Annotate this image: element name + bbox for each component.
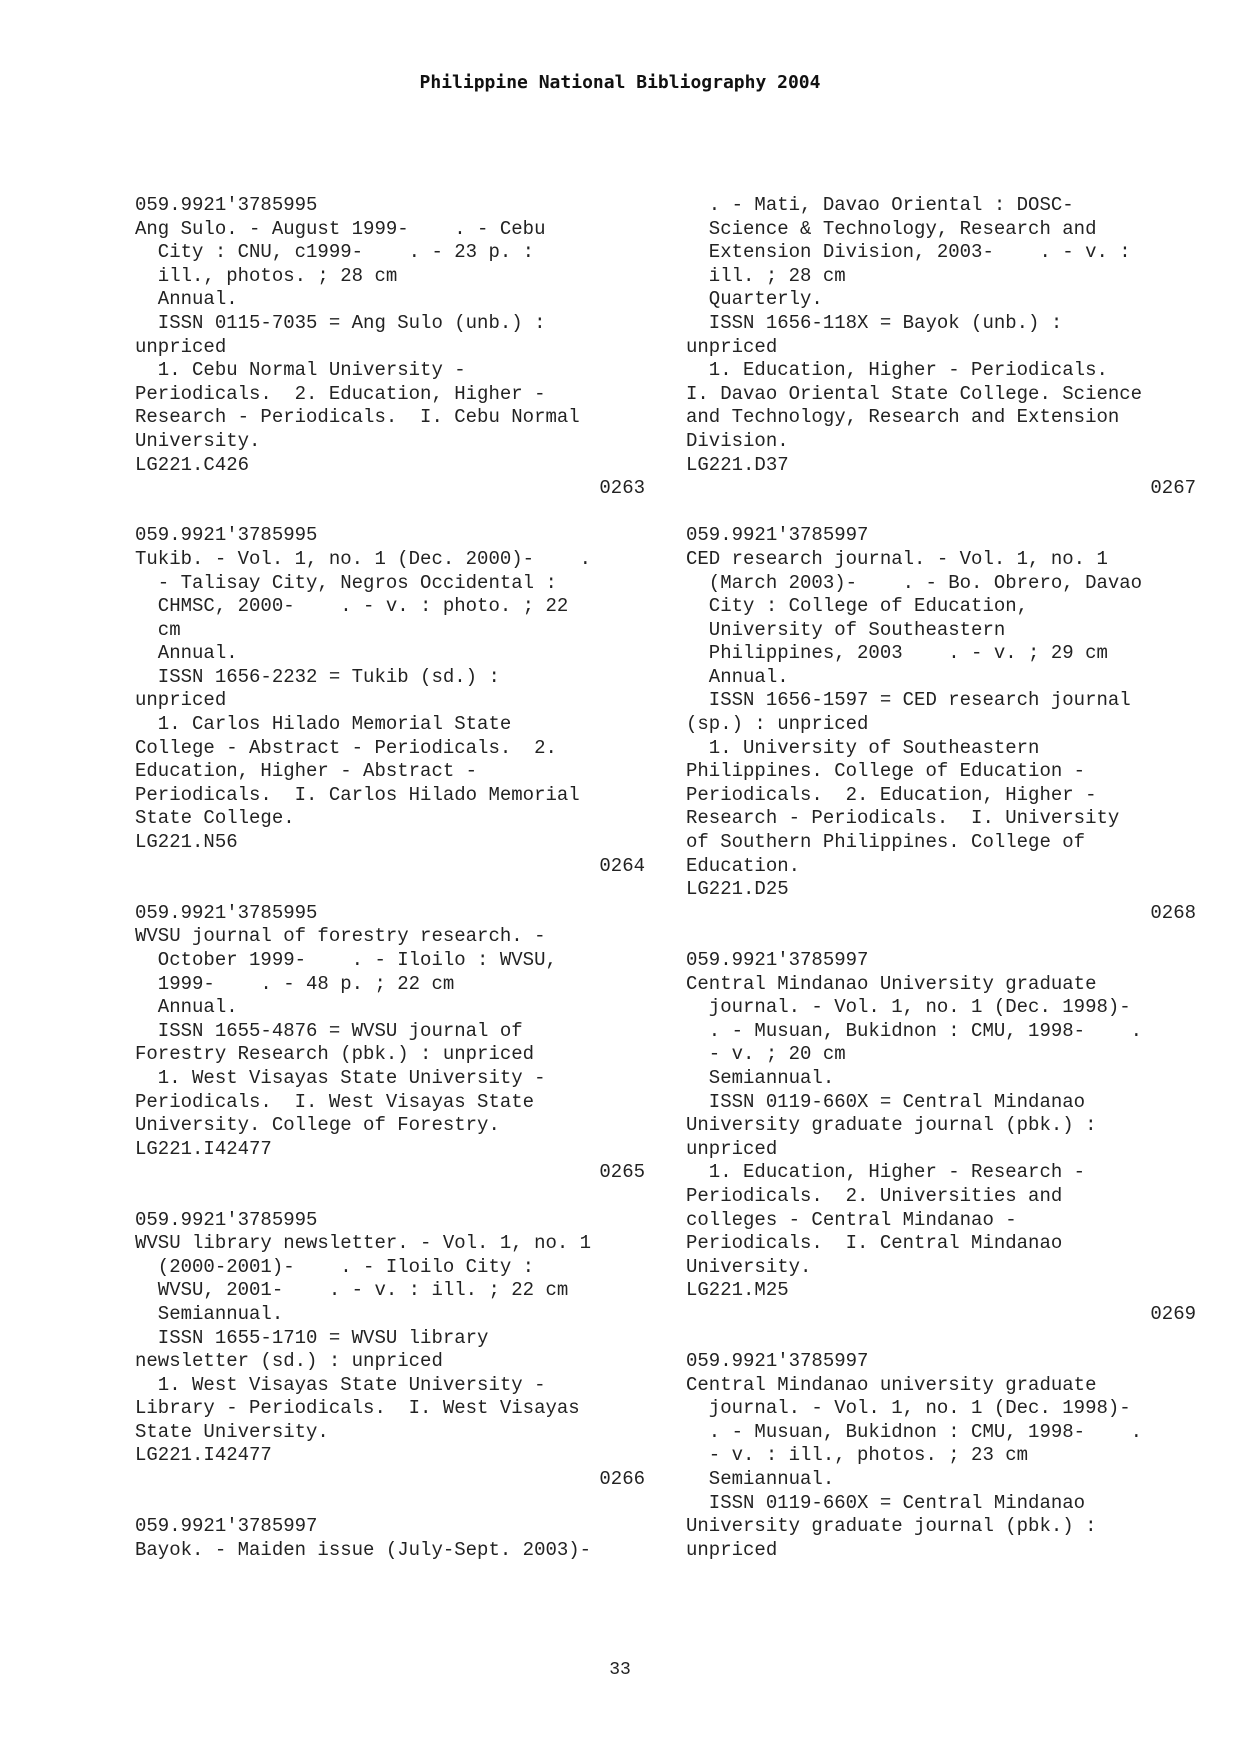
- entry-classification: 059.9921'3785997: [135, 1515, 318, 1538]
- entry-line: . - Musuan, Bukidnon : CMU, 1998- .: [686, 1420, 1143, 1443]
- entry-line: ISSN 0119-660X = Central Mindanao: [686, 1491, 1086, 1514]
- entry-line: Periodicals. 2. Education, Higher -: [135, 382, 546, 405]
- entry-line: Quarterly.: [686, 288, 823, 311]
- entry-line: Annual.: [135, 288, 238, 311]
- entry-line: LG221.C426: [135, 453, 250, 476]
- entry-line: City : CNU, c1999- . - 23 p. :: [135, 241, 535, 264]
- entry-line: University.: [686, 1255, 812, 1278]
- entry-line: ISSN 1656-2232 = Tukib (sd.) :: [135, 665, 500, 688]
- page-title: Philippine National Bibliography 2004: [419, 72, 821, 93]
- entry-line: October 1999- . - Iloilo : WVSU,: [135, 949, 557, 971]
- entry-line: ISSN 1656-1597 = CED research journal: [686, 689, 1131, 712]
- entry-line: of Southern Philippines. College of: [686, 831, 1086, 854]
- entry-line: LG221.I42477: [135, 1137, 272, 1160]
- entry-line: 1. Cebu Normal University -: [135, 359, 466, 382]
- entry-spacer: [135, 1185, 645, 1209]
- entry-line: Research - Periodicals. I. Cebu Normal: [135, 406, 580, 429]
- entry-line: Annual.: [686, 665, 789, 688]
- bibliography-entry: [686, 1350, 1196, 1562]
- entry-line: Science & Technology, Research and: [686, 217, 1097, 240]
- entry-number: 0268: [1150, 901, 1196, 924]
- entry-line: LG221.D25: [686, 878, 789, 901]
- entry-line: Education, Higher - Abstract -: [135, 760, 478, 783]
- entry-line: University of Southeastern: [686, 618, 1006, 641]
- entry-line: . - Musuan, Bukidnon : CMU, 1998- .: [686, 1019, 1143, 1042]
- entry-spacer: [135, 1492, 645, 1516]
- entry-line: Periodicals. 2. Education, Higher -: [686, 783, 1097, 806]
- entry-line: CED research journal. - Vol. 1, no. 1: [686, 547, 1108, 570]
- entry-line: University graduate journal (pbk.) :: [686, 1515, 1097, 1538]
- entry-line: Central Mindanao University graduate: [686, 972, 1097, 995]
- bibliography-entry: [686, 524, 1196, 949]
- entry-line: cm: [135, 618, 181, 641]
- entry-line: Semiannual.: [686, 1066, 835, 1089]
- entry-line: Forestry Research (pbk.) : unpriced: [135, 1043, 535, 1066]
- entry-line: ISSN 1655-1710 = WVSU library: [135, 1326, 489, 1349]
- entry-classification: . - Mati, Davao Oriental : DOSC-: [686, 194, 1074, 216]
- bibliography-entry: [135, 1209, 645, 1516]
- entry-line: - Talisay City, Negros Occidental :: [135, 571, 557, 594]
- entry-line: Periodicals. I. Carlos Hilado Memorial: [135, 783, 580, 806]
- entry-spacer: [135, 501, 645, 525]
- entry-line: State University.: [135, 1420, 329, 1443]
- right-column: [686, 194, 1196, 1562]
- entry-line: ISSN 1656-118X = Bayok (unb.) :: [686, 311, 1063, 334]
- entry-number: 0264: [599, 854, 645, 877]
- entry-line: LG221.I42477: [135, 1444, 272, 1467]
- entry-line: City : College of Education,: [686, 595, 1029, 618]
- entry-line: unpriced: [135, 335, 227, 358]
- entry-line: (March 2003)- . - Bo. Obrero, Davao: [686, 571, 1143, 594]
- entry-line: - v. : ill., photos. ; 23 cm: [686, 1444, 1029, 1467]
- entry-line: - v. ; 20 cm: [686, 1043, 846, 1066]
- entry-line: 1. West Visayas State University -: [135, 1373, 546, 1396]
- entry-line: unpriced: [686, 1538, 778, 1561]
- entry-line: Periodicals. I. West Visayas State: [135, 1090, 535, 1113]
- entry-line: WVSU journal of forestry research. -: [135, 925, 546, 948]
- entry-line: State College.: [135, 807, 295, 830]
- entry-line: 1. Education, Higher - Research -: [686, 1161, 1086, 1184]
- entry-classification: 059.9921'3785995: [135, 1208, 318, 1231]
- entry-line: WVSU, 2001- . - v. : ill. ; 22 cm: [135, 1279, 569, 1302]
- bibliography-entry: [686, 949, 1196, 1350]
- entry-line: newsletter (sd.) : unpriced: [135, 1350, 443, 1373]
- entry-line: Annual.: [135, 996, 238, 1019]
- entry-line: University graduate journal (pbk.) :: [686, 1114, 1097, 1137]
- entry-line: Annual.: [135, 642, 238, 665]
- entry-number: 0269: [1150, 1302, 1196, 1325]
- entry-line: journal. - Vol. 1, no. 1 (Dec. 1998)-: [686, 1397, 1131, 1420]
- entry-spacer: [135, 878, 645, 902]
- entry-number: 0266: [599, 1468, 645, 1491]
- entry-line: Tukib. - Vol. 1, no. 1 (Dec. 2000)- .: [135, 547, 592, 570]
- page-number: 33: [609, 1660, 631, 1680]
- left-column: [135, 194, 645, 1562]
- entry-line: 1. University of Southeastern: [686, 736, 1040, 759]
- entry-line: College - Abstract - Periodicals. 2.: [135, 736, 557, 759]
- entry-spacer: [686, 925, 1196, 949]
- entry-line: LG221.M25: [686, 1279, 789, 1302]
- entry-classification: 059.9921'3785995: [135, 194, 318, 216]
- entry-line: journal. - Vol. 1, no. 1 (Dec. 1998)-: [686, 996, 1131, 1019]
- entry-spacer: [686, 501, 1196, 525]
- entry-classification: 059.9921'3785997: [686, 949, 869, 971]
- entry-line: Semiannual.: [686, 1468, 835, 1491]
- entry-line: Semiannual.: [135, 1302, 284, 1325]
- entry-line: (sp.) : unpriced: [686, 713, 869, 736]
- entry-line: ISSN 1655-4876 = WVSU journal of: [135, 1019, 523, 1042]
- entry-line: CHMSC, 2000- . - v. : photo. ; 22: [135, 595, 569, 618]
- entry-line: Bayok. - Maiden issue (July-Sept. 2003)-: [135, 1538, 592, 1561]
- entry-line: Extension Division, 2003- . - v. :: [686, 241, 1131, 264]
- entry-line: Periodicals. I. Central Mindanao: [686, 1232, 1063, 1255]
- entry-line: 1. West Visayas State University -: [135, 1066, 546, 1089]
- bibliography-entry: [135, 1515, 645, 1562]
- entry-line: University. College of Forestry.: [135, 1114, 500, 1137]
- entry-number: 0267: [1150, 477, 1196, 500]
- entry-line: 1999- . - 48 p. ; 22 cm: [135, 972, 455, 995]
- entry-spacer: [686, 1327, 1196, 1351]
- bibliography-entry: [135, 194, 645, 524]
- entry-line: Division.: [686, 429, 789, 452]
- entry-line: ISSN 0119-660X = Central Mindanao: [686, 1090, 1086, 1113]
- entry-line: (2000-2001)- . - Iloilo City :: [135, 1255, 535, 1278]
- entry-line: ill., photos. ; 28 cm: [135, 264, 398, 287]
- entry-line: Periodicals. 2. Universities and: [686, 1184, 1063, 1207]
- entry-line: unpriced: [686, 1137, 778, 1160]
- entry-line: Philippines, 2003 . - v. ; 29 cm: [686, 642, 1108, 665]
- entry-line: Education.: [686, 854, 801, 877]
- entry-classification: 059.9921'3785995: [135, 901, 318, 924]
- entry-line: unpriced: [686, 335, 778, 358]
- entry-line: LG221.D37: [686, 453, 789, 476]
- entry-line: Philippines. College of Education -: [686, 760, 1086, 783]
- entry-number: 0265: [599, 1161, 645, 1184]
- entry-line: Central Mindanao university graduate: [686, 1373, 1097, 1396]
- entry-line: University.: [135, 429, 261, 452]
- entry-line: unpriced: [135, 689, 227, 712]
- entry-line: WVSU library newsletter. - Vol. 1, no. 1: [135, 1232, 592, 1255]
- entry-line: Research - Periodicals. I. University: [686, 807, 1120, 830]
- entry-number: 0263: [599, 477, 645, 500]
- entry-line: ISSN 0115-7035 = Ang Sulo (unb.) :: [135, 311, 546, 334]
- bibliography-entry: [686, 194, 1196, 524]
- entry-classification: 059.9921'3785997: [686, 1350, 869, 1373]
- entry-line: 1. Education, Higher - Periodicals.: [686, 359, 1108, 382]
- entry-line: Ang Sulo. - August 1999- . - Cebu: [135, 217, 546, 240]
- entry-classification: 059.9921'3785995: [135, 524, 318, 547]
- entry-line: 1. Carlos Hilado Memorial State: [135, 713, 512, 736]
- bibliography-entry: [135, 524, 645, 902]
- entry-line: ill. ; 28 cm: [686, 264, 846, 287]
- entry-line: I. Davao Oriental State College. Science: [686, 382, 1143, 405]
- entry-line: and Technology, Research and Extension: [686, 406, 1120, 429]
- bibliography-entry: [135, 902, 645, 1209]
- entry-line: Library - Periodicals. I. West Visayas: [135, 1397, 580, 1420]
- entry-line: colleges - Central Mindanao -: [686, 1208, 1017, 1231]
- entry-classification: 059.9921'3785997: [686, 524, 869, 547]
- entry-line: LG221.N56: [135, 831, 238, 854]
